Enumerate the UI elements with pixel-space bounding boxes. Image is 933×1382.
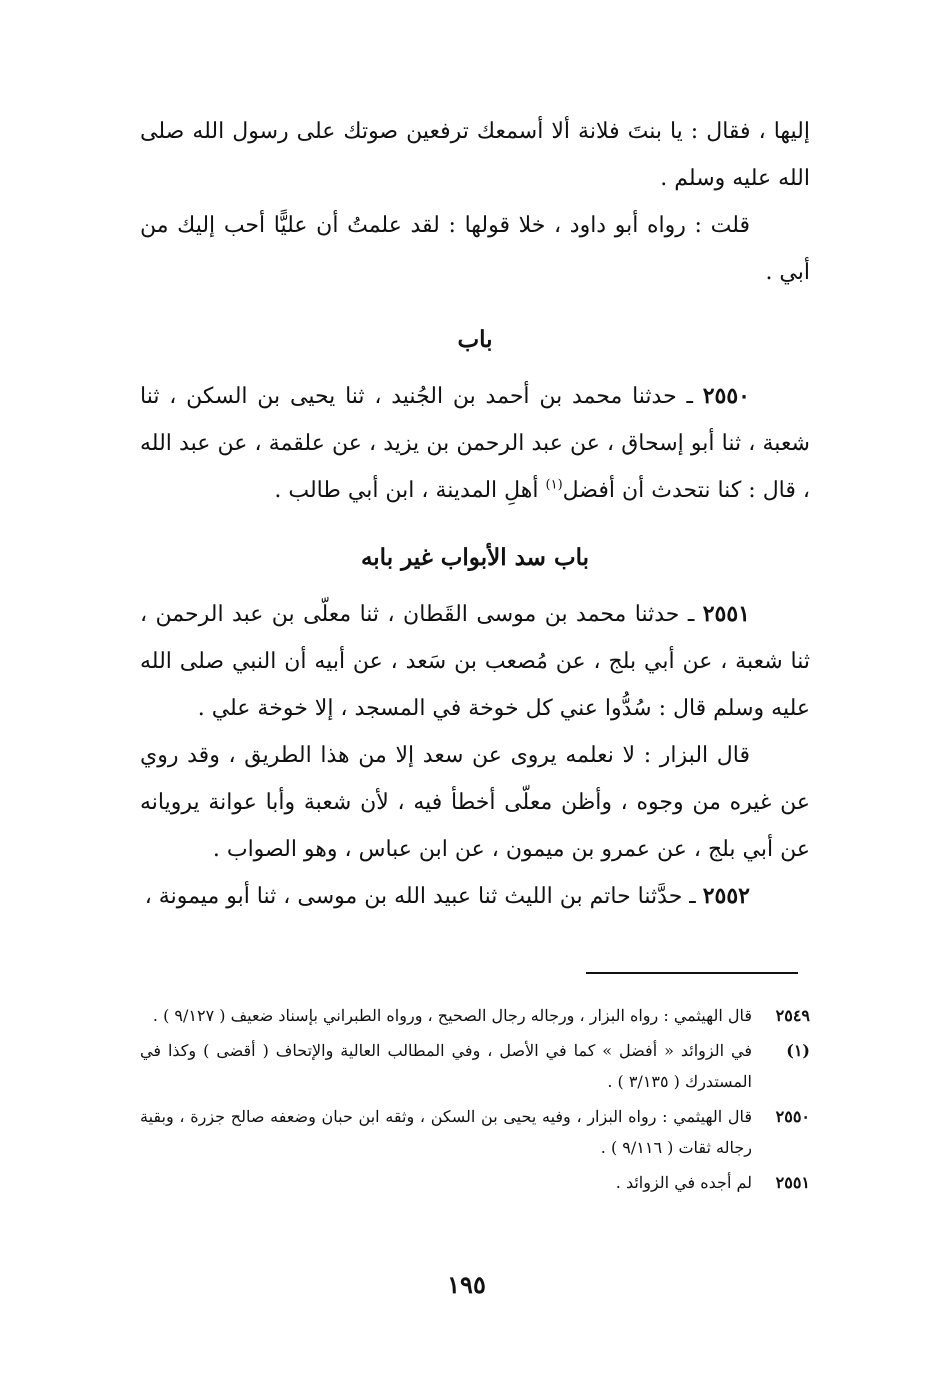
footnote-text: قال الهيثمي : رواه البزار ، ورجاله رجال الصحيح ، ورواه الطبراني بإسناد ضعيف ( ٩/١٢٧ ) . xyxy=(152,1006,752,1025)
paragraph-continuation: إليها ، فقال : يا بنتَ فلانة ألا أسمعك ترفعين صوتك على رسول الله صلى الله عليه وسلم . xyxy=(140,119,810,191)
footnote-divider xyxy=(586,972,798,974)
paragraph-comment: قلت : رواه أبو داود ، خلا قولها : لقد علمتُ أن عليًّا أحب إليك من أبي . xyxy=(140,213,810,285)
footnote-ref: ٢٥٤٩ xyxy=(775,1006,810,1025)
section-heading-sadd-al-abwab: باب سد الأبواب غير بابه xyxy=(360,544,590,571)
hadith-text: ـ حدثنا محمد بن موسى القَطان ، ثنا معلّى بن عبد الرحمن ، ثنا شعبة ، عن أبي بلج ، عن مُصعب بن سَعد ، عن أبيه أن النبي صلى الله عليه وسلم قال : سُدُّوا عني كل خوخة في المسجد ، إلا خوخة علي . xyxy=(140,602,810,721)
footnote-text: في الزوائد « أفضل » كما في الأصل ، وفي المطالب العالية والإتحاف ( أقضى ) وكذا في المستدرك ( ٣/١٣٥ ) . xyxy=(140,1041,752,1091)
hadith-number: ٢٥٥٠ xyxy=(702,383,750,409)
footnote-item xyxy=(140,1167,810,1198)
footnote-ref: (١) xyxy=(786,1041,810,1060)
footnote-marker: (١) xyxy=(545,477,563,493)
footnote-ref: ٢٥٥٠ xyxy=(775,1107,810,1126)
hadith-2552 xyxy=(140,873,810,920)
main-text xyxy=(140,108,810,920)
footnote-item xyxy=(140,1035,810,1097)
hadith-2550 xyxy=(140,373,810,514)
hadith-number: ٢٥٥١ xyxy=(702,601,750,627)
footnote-ref: ٢٥٥١ xyxy=(775,1173,810,1192)
page-number: ١٩٥ xyxy=(447,1270,486,1299)
hadith-text: ـ حدثنا محمد بن أحمد بن الجُنيد ، ثنا يحيى بن السكن ، ثنا شعبة ، ثنا أبو إسحاق ، عن عبد الرحمن بن يزيد ، عن علقمة ، عن عبد الله ، قال : كنا نتحدث أن أفضل xyxy=(140,384,810,503)
footnote-text: لم أجده في الزوائد . xyxy=(615,1173,752,1192)
footnotes xyxy=(140,1000,810,1202)
hadith-2551 xyxy=(140,591,810,732)
footnote-item xyxy=(140,1000,810,1031)
footnote-text: قال الهيثمي : رواه البزار ، وفيه يحيى بن السكن ، وثقه ابن حبان وضعفه صالح جزرة ، وبقية رجاله ثقات ( ٩/١١٦ ) . xyxy=(140,1107,752,1157)
hadith-text: ـ حدَّثنا حاتم بن الليث ثنا عبيد الله بن موسى ، ثنا أبو ميمونة ، xyxy=(144,884,703,909)
section-heading-bab: باب xyxy=(457,326,493,353)
paragraph-bazzar-comment: قال البزار : لا نعلمه يروى عن سعد إلا من هذا الطريق ، وقد روي عن غيره من وجوه ، وأظن معلّى أخطأ فيه ، لأن شعبة وأبا عوانة يرويانه عن أبي بلج ، عن عمرو بن ميمون ، عن ابن عباس ، وهو الصواب . xyxy=(140,743,810,862)
hadith-text-end: أهلِ المدينة ، ابن أبي طالب . xyxy=(274,478,546,503)
hadith-number: ٢٥٥٢ xyxy=(702,883,750,909)
footnote-item xyxy=(140,1101,810,1163)
